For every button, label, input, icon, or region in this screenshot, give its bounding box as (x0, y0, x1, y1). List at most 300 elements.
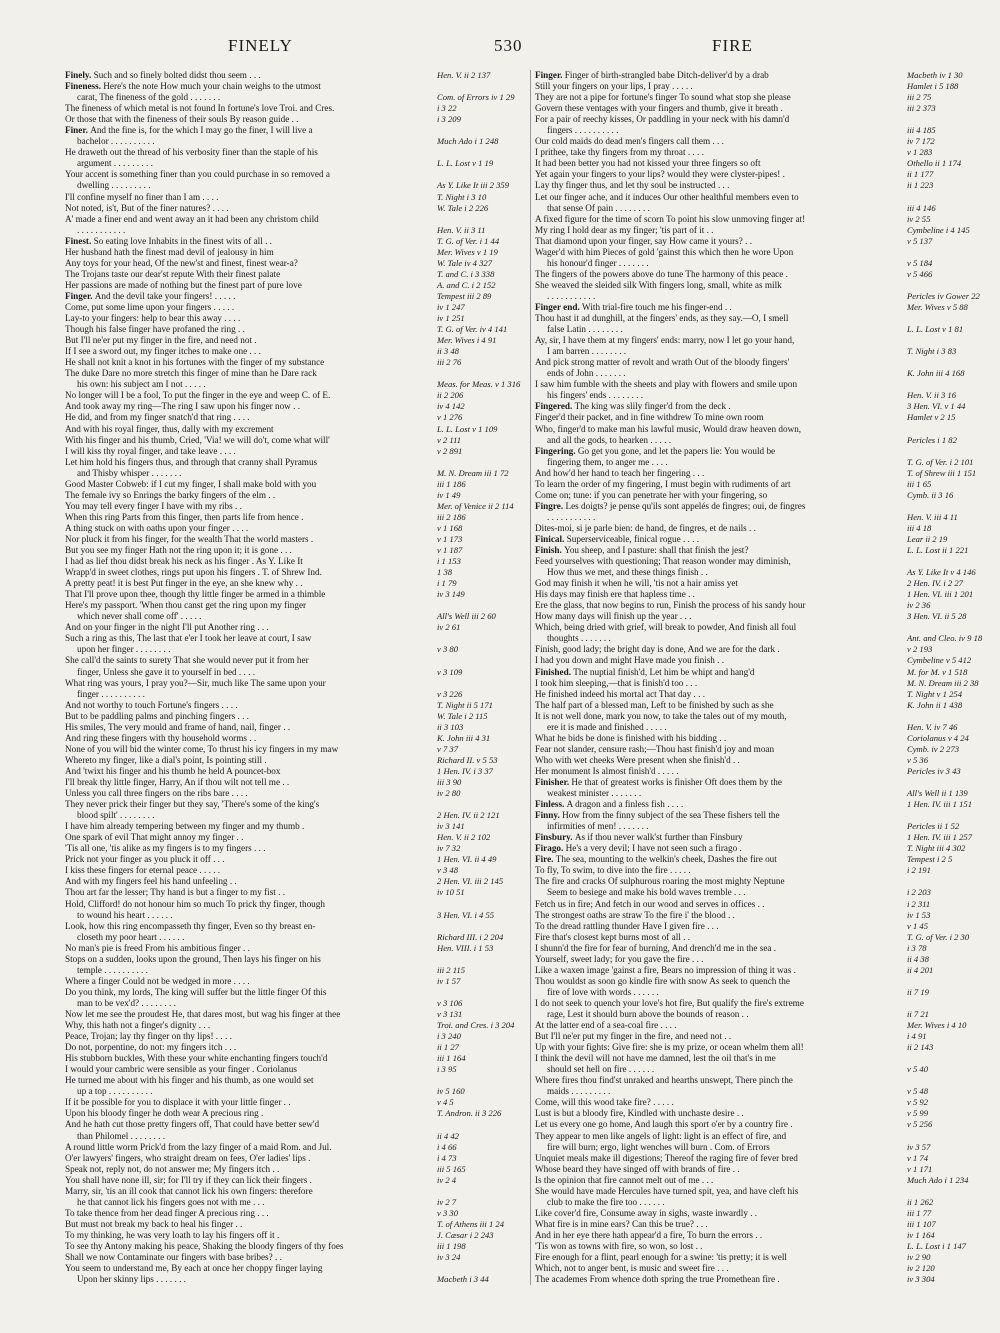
play-reference: Mer. Wives i 4 91 (437, 335, 497, 346)
quotation-text: I'll confine myself no finer than I am . . . . (65, 191, 219, 202)
concordance-line (535, 611, 973, 622)
quotation-text: 'Tis won as towns with fire, so won, so lost . . (535, 1240, 703, 1251)
concordance-line (535, 755, 973, 766)
quotation-text: And ring these fingers with thy household worms . . (65, 732, 257, 743)
concordance-line (535, 689, 973, 700)
concordance-line (65, 899, 503, 910)
quotation-text: and Thisby whisper . . . . . . . (77, 467, 182, 478)
concordance-line (535, 667, 973, 678)
play-reference: iv 3 149 (437, 589, 465, 600)
play-reference: T. and C. i 3 338 (437, 268, 495, 279)
concordance-line (535, 766, 973, 777)
play-reference: Much Ado i 1 248 (437, 136, 499, 147)
quotation-text: I shunn'd the fire for fear of burning, And drench'd me in the sea . (535, 942, 777, 953)
quotation-text: Fear not slander, censure rash;—Thou hast finish'd joy and moan (535, 743, 775, 754)
play-reference: iv 2 90 (907, 1252, 931, 1263)
play-reference: 1 Hen. IV. iii 1 257 (907, 832, 973, 843)
concordance-line (65, 1219, 503, 1230)
quotation-text: That diamond upon your finger, say How came it yours? . . (535, 235, 753, 246)
concordance-line (65, 611, 503, 622)
concordance-line (535, 1009, 973, 1020)
play-reference: Hen. V. ii 2 102 (437, 832, 491, 843)
play-reference: Hen. VIII. i 1 53 (437, 942, 494, 953)
concordance-line (535, 976, 973, 987)
quotation-text: And pick strong matter of revolt and wrath Out of the bloody fingers' (535, 357, 790, 368)
quotation-text: It had been better you had not kissed your three fingers so oft (535, 158, 761, 169)
play-reference: iv 10 51 (437, 887, 465, 898)
quotation-text: dwelling . . . . . . . . . (77, 180, 151, 191)
quotation-text: To see thy Antony making his peace, Shaking the bloody fingers of thy foes (65, 1240, 344, 1251)
play-reference: v 1 283 (907, 147, 933, 158)
concordance-line (65, 401, 503, 412)
play-reference: iv 2 120 (907, 1263, 935, 1274)
concordance-line (535, 622, 973, 633)
concordance-line (65, 335, 503, 346)
play-reference: v 1 171 (907, 1163, 933, 1174)
quotation-text: upon her finger . . . . . . . . (77, 644, 171, 655)
concordance-line (65, 722, 503, 733)
play-reference: iv 1 49 (437, 489, 461, 500)
quotation-text: But must not break my back to heal his finger . . (65, 1218, 243, 1229)
quotation-text: his fingers' ends . . . . . . . . (547, 390, 644, 401)
quotation-text: The female ivy so Enrings the barky fingers of the elm . . (65, 489, 276, 500)
play-reference: i 2 203 (907, 887, 931, 898)
concordance-line (535, 158, 973, 169)
concordance-line (535, 479, 973, 490)
quotation-text: They are not a pipe for fortune's finger To sound what stop she please (535, 92, 791, 103)
concordance-line (535, 136, 973, 147)
concordance-line (535, 379, 973, 390)
play-reference: L. L. Lost v 1 81 (907, 324, 964, 335)
quotation-text: Where a finger Could not be wedged in more . . . . (65, 975, 250, 986)
play-reference: T. Andron. ii 3 226 (437, 1108, 502, 1119)
quotation-text: Nor pluck it from his finger, for the wealth That the world masters . (65, 533, 314, 544)
quotation-text: man to be vex'd? . . . . . . . . (77, 997, 176, 1008)
play-reference: iv 1 53 (907, 909, 931, 920)
quotation-text: And in her eye there hath appear'd a fire, To burn the errors . . (535, 1229, 763, 1240)
play-reference: i 1 153 (437, 556, 461, 567)
quotation-text: They appear to men like angels of light: light is an effect of fire, and (535, 1130, 787, 1141)
quotation-text: fingering them, to anger me . . . . (547, 456, 668, 467)
quotation-text: closeth my poor heart . . . . . . (77, 931, 185, 942)
quotation-text: Unquiet meals make ill digestions; Thereof the raging fire of fever bred (535, 1152, 798, 1163)
concordance-line (535, 258, 973, 269)
quotation-text: Let our finger ache, and it induces Our other healthful members even to (535, 191, 799, 202)
play-reference: iii 2 373 (907, 103, 936, 114)
quotation-text: Dites-moi, si je parle bien: de hand, de fingres, et de nails . . (535, 522, 756, 533)
play-reference: iii 3 90 (437, 777, 462, 787)
quotation-text: To my thinking, he was very loath to lay his fingers off it . (65, 1229, 280, 1240)
concordance-line (65, 678, 503, 689)
concordance-line (535, 203, 973, 214)
play-reference: iv 1 251 (437, 313, 465, 324)
play-reference: v 1 45 (907, 920, 929, 931)
concordance-line (535, 435, 973, 446)
quotation-text: argument . . . . . . . . . (77, 158, 153, 169)
concordance-line (65, 512, 503, 523)
concordance-line (65, 578, 503, 589)
concordance-line (535, 744, 973, 755)
concordance-line (65, 832, 503, 843)
concordance-line (65, 446, 503, 457)
play-reference: A. and C. i 2 152 (437, 279, 496, 290)
concordance-line (535, 534, 973, 545)
concordance-line (535, 92, 973, 103)
play-reference: iv 3 24 (437, 1252, 461, 1263)
concordance-line (65, 192, 503, 203)
play-reference: iii 5 165 (437, 1163, 466, 1174)
quotation-text: Finless. A dragon and a finless fish . . . . (535, 799, 684, 810)
quotation-text: Finger. And the devil take your fingers! . . . . . (65, 290, 236, 301)
quotation-text: She call'd the saints to surety That she would never put it from her (65, 655, 309, 666)
play-reference: v 1 187 (437, 545, 463, 556)
concordance-line (65, 567, 503, 578)
concordance-line (65, 280, 503, 291)
play-reference: 2 Hen. IV. i 2 27 (907, 578, 963, 589)
concordance-line (535, 655, 973, 666)
concordance-line (65, 534, 503, 545)
quotation-text: Fire that's closest kept burns most of all . . (535, 931, 691, 942)
play-reference: v 3 131 (437, 1008, 463, 1019)
play-reference: v 3 30 (437, 1207, 459, 1218)
concordance-line (535, 578, 973, 589)
quotation-text: But I'll ne'er put my finger in the fire, and need not . (65, 335, 257, 346)
play-reference: iv 2 80 (437, 788, 461, 799)
concordance-line (535, 1119, 973, 1130)
concordance-line (535, 313, 973, 324)
concordance-line (65, 81, 503, 92)
play-reference: As Y. Like It v 4 146 (907, 567, 976, 578)
play-reference: Hen. V. ii 2 137 (437, 70, 491, 80)
concordance-line (65, 655, 503, 666)
concordance-line (535, 843, 973, 854)
quotation-text: Unless you call three fingers on the ribs bare . . . . (65, 788, 248, 799)
play-reference: iv 1 57 (437, 975, 461, 986)
concordance-line (65, 269, 503, 280)
concordance-line (535, 490, 973, 501)
concordance-line (65, 589, 503, 600)
concordance-line (65, 103, 503, 114)
concordance-line (535, 424, 973, 435)
concordance-line (65, 788, 503, 799)
concordance-line (65, 390, 503, 401)
play-reference: T. Night ii 5 171 (437, 699, 493, 710)
quotation-text: ere it is made and finished . . . . . (547, 721, 667, 732)
quotation-text: The fineness of which metal is not found In fortune's love Troi. and Cres. (65, 103, 335, 114)
concordance-line (535, 921, 973, 932)
play-reference: v 5 36 (907, 754, 929, 765)
concordance-line (65, 324, 508, 335)
concordance-line (535, 1053, 973, 1064)
quotation-text: If it be possible for you to displace it with your little finger . . (65, 1097, 291, 1108)
right-guide-word: FIRE (712, 36, 753, 55)
play-reference: v 5 99 (907, 1108, 929, 1119)
play-reference: T. of Shrew iii 1 151 (907, 467, 977, 478)
play-reference: Hen. V. ii 3 11 (437, 224, 486, 235)
play-reference: As Y. Like It iii 2 359 (437, 180, 510, 191)
quotation-text: At the latter end of a sea-coal fire . . . . (535, 1020, 677, 1031)
quotation-text: What ring was yours, I pray you?—Sir, much like The same upon your (65, 677, 326, 688)
quotation-text: Who with wet cheeks Were present when she finish'd . . (535, 754, 740, 765)
quotation-text: Thou art far the lesser; Thy hand is but a finger to my fist . . (65, 887, 286, 898)
quotation-text: Feed yourselves with questioning; That reason wonder may diminish, (535, 556, 791, 567)
concordance-line (65, 865, 503, 876)
quotation-text: How many days will finish up the year . . . (535, 611, 692, 622)
quotation-text: Like cover'd fire, Consume away in sighs, waste inwardly . . (535, 1207, 758, 1218)
quotation-text: false Latin . . . . . . . . (547, 324, 623, 335)
quotation-text: should set hell on fire . . . . . . (547, 1064, 655, 1075)
quotation-text: It is not well done, mark you now, to take the tales out of my mouth, (535, 710, 787, 721)
quotation-text: Finsbury. As if thou never walk'st further than Finsbury (535, 832, 743, 843)
quotation-text: Look, how this ring encompasseth thy finger, Even so thy breast en- (65, 920, 316, 931)
play-reference: W. Tale i 2 226 (437, 202, 489, 213)
quotation-text: Ay, sir, I have them at my fingers' ends: marry, now I let go your hand, (535, 335, 795, 346)
play-reference: v 3 106 (437, 997, 463, 1008)
concordance-line (535, 114, 973, 125)
quotation-text: weakest minister . . . . . . . (547, 788, 642, 799)
concordance-line (535, 545, 973, 556)
concordance-line (535, 556, 973, 567)
concordance-line (535, 512, 973, 523)
quotation-text: Finger end. With trial-fire touch me his finger-end . . (535, 301, 732, 312)
play-reference: iv 2 36 (907, 600, 931, 611)
concordance-line (65, 1252, 503, 1263)
play-reference: Coriolanus v 4 24 (907, 732, 969, 743)
quotation-text: blood spilt' . . . . . . . . (77, 810, 155, 821)
concordance-line (65, 236, 503, 247)
quotation-text: Here's my passport. 'When thou canst get the ring upon my finger (65, 600, 307, 611)
play-reference: i 3 95 (437, 1064, 457, 1075)
concordance-line (535, 501, 973, 512)
play-reference: ii 7 21 (907, 1008, 929, 1019)
concordance-line (65, 214, 503, 225)
concordance-line (65, 965, 503, 976)
quotation-text: But you see my finger Hath not the ring upon it; it is gone . . . (65, 545, 292, 556)
play-reference: i 4 66 (437, 1141, 457, 1152)
play-reference: Pericles iv Gower 22 (907, 290, 980, 301)
quotation-text: I prithee, take thy fingers from my throat . . . . (535, 147, 704, 158)
concordance-line (535, 401, 973, 412)
quotation-text: And with my fingers feel his hand unfeeling . . (65, 876, 237, 887)
concordance-line (535, 1031, 973, 1042)
quotation-text: Finical. Superserviceable, finical rogue . . . . (535, 533, 700, 544)
quotation-text: Any toys for your head, Of the new'st and finest, finest wear-a? (65, 257, 298, 268)
concordance-line (65, 600, 503, 611)
play-reference: iv 2 7 (437, 1196, 457, 1207)
play-reference: v 5 48 (907, 1086, 929, 1097)
concordance-line (65, 490, 503, 501)
concordance-line (535, 1208, 973, 1219)
quotation-text: They never prick their finger but they say, 'There's some of the king's (65, 799, 320, 810)
concordance-line (535, 324, 973, 335)
play-reference: Pericles i 1 82 (907, 434, 957, 445)
play-reference: ii 1 223 (907, 180, 934, 191)
quotation-text: Which, not to anger bent, is music and sweet fire . . . (535, 1263, 729, 1274)
play-reference: All's Well iii 2 60 (437, 611, 496, 622)
concordance-line (65, 1064, 503, 1075)
page-header (0, 36, 1000, 60)
quotation-text: Whose beard they have singed off with brands of fire . . (535, 1163, 740, 1174)
play-reference: v 5 184 (907, 257, 933, 268)
quotation-text: And on your finger in the night I'll put Another ring . . . (65, 622, 269, 633)
play-reference: W. Tale iv 4 327 (437, 257, 492, 268)
play-reference: 2 Hen. VI. iii 2 145 (437, 876, 504, 887)
quotation-text: Finely. Such and so finely bolted didst thou seem . . . (65, 70, 261, 80)
play-reference: v 5 137 (907, 235, 933, 246)
concordance-line (65, 412, 503, 423)
quotation-text: that sense Of pain . . . . . . . . (547, 202, 650, 213)
quotation-text: . . . . . . . . . . . (547, 511, 596, 522)
quotation-text: rage, Lest it should burn above the bounds of reason . . (547, 1008, 749, 1019)
play-reference: K. John iii 4 31 (437, 732, 491, 743)
play-reference: v 4 5 (437, 1097, 454, 1108)
quotation-text: I had as lief thou didst break his neck as his finger . As Y. Like It (65, 556, 303, 567)
concordance-line (535, 1020, 973, 1031)
quotation-text: Come, put some lime upon your fingers . . . . . (65, 301, 235, 312)
play-reference: Macbeth i 3 44 (437, 1274, 489, 1285)
play-reference: 1 Hen. VI. iii 1 201 (907, 589, 974, 600)
quotation-text: Stops on a sudden, looks upon the ground, Then lays his finger on his (65, 953, 321, 964)
concordance-line (65, 136, 503, 147)
concordance-line (535, 81, 973, 92)
quotation-text: But to be paddling palms and pinching fingers . . . (65, 710, 249, 721)
quotation-text: Upon her skinny lips . . . . . . . (77, 1274, 186, 1285)
quotation-text: Up with your fights: Give fire: she is my prize, or ocean whelm them all! (535, 1042, 804, 1053)
play-reference: Com. of Errors iv 1 29 (437, 92, 515, 103)
concordance-line (65, 1053, 503, 1064)
play-reference: iv 5 160 (437, 1086, 465, 1097)
concordance-line (65, 368, 503, 379)
play-reference: v 3 226 (437, 688, 463, 699)
play-reference: iii 2 115 (437, 964, 466, 975)
concordance-line (535, 169, 973, 180)
quotation-text: Lay thy finger thus, and let thy soul be instructed . . . (535, 180, 730, 191)
quotation-text: thoughts . . . . . . . (547, 633, 611, 644)
play-reference: v 3 109 (437, 666, 463, 677)
concordance-line (65, 821, 503, 832)
concordance-line (65, 346, 503, 357)
concordance-line (65, 954, 503, 965)
quotation-text: Where fires thou find'st unraked and hearths unswept, There pinch the (535, 1075, 793, 1086)
quotation-text: Finer. And the fine is, for the which I may go the finer, I will live a (65, 125, 313, 136)
quotation-text: A round little worm Prick'd from the lazy finger of a maid Rom. and Jul. (65, 1141, 332, 1152)
quotation-text: Good Master Cobweb: if I cut my finger, I shall make bold with you (65, 478, 317, 489)
quotation-text: Fingering. Go get you gone, and let the papers lie: You would be (535, 445, 776, 456)
play-reference: T. Night i 3 83 (907, 346, 957, 357)
concordance-line (65, 479, 503, 490)
concordance-line (535, 346, 973, 357)
concordance-line (65, 457, 503, 468)
concordance-line (535, 1131, 973, 1142)
concordance-line (535, 1252, 973, 1263)
quotation-text: Finger'd their packet, and in fine withdrew To mine own room (535, 412, 764, 423)
quotation-text: Finest. So eating love Inhabits in the finest wits of all . . (65, 235, 272, 246)
concordance-line (535, 236, 973, 247)
concordance-line (535, 1263, 973, 1274)
quotation-text: A fixed figure for the time of scorn To point his slow unmoving finger at! (535, 213, 806, 224)
concordance-line (535, 1097, 973, 1108)
quotation-text: Upon his bloody finger he doth wear A precious ring . (65, 1108, 264, 1119)
quotation-text: Who, finger'd to make man his lawful music, Would draw heaven down, (535, 423, 802, 434)
quotation-text: And not worthy to touch Fortune's fingers . . . . (65, 699, 238, 710)
quotation-text: up a top . . . . . . . . . . (77, 1086, 153, 1097)
concordance-line (535, 1064, 973, 1075)
left-column (65, 70, 521, 1285)
concordance-line (65, 523, 503, 534)
quotation-text: The Trojans taste our dear'st repute With their finest palate (65, 268, 281, 279)
quotation-text: You shall have none ill, sir; for I'll try if they can lick their fingers . (65, 1174, 312, 1185)
concordance-line (65, 435, 503, 446)
play-reference: 2 Hen. IV. ii 2 121 (437, 810, 500, 821)
play-reference: v 1 173 (437, 533, 463, 544)
play-reference: Hen. V. ii 3 16 (907, 390, 957, 401)
play-reference: Hamlet i 5 188 (907, 81, 959, 92)
concordance-line (535, 335, 973, 346)
concordance-line (65, 1075, 503, 1086)
quotation-text: Finish. You sheep, and I pasture: shall that finish the jest? (535, 545, 749, 556)
play-reference: iv 4 142 (437, 401, 465, 412)
play-reference: v 7 37 (437, 743, 459, 754)
quotation-text: his own: his subject am I not . . . . . (77, 379, 206, 390)
play-reference: Ant. and Cleo. iv 9 18 (907, 633, 983, 644)
concordance-line (535, 103, 973, 114)
play-reference: ii 1 27 (437, 1042, 459, 1053)
quotation-text: Still your fingers on your lips, I pray . . . . . (535, 81, 693, 92)
quotation-text: He draweth out the thread of his verbosity finer than the staple of his (65, 147, 318, 158)
play-reference: v 1 168 (437, 522, 463, 533)
quotation-text: How thus we met, and these things finish . . (547, 567, 708, 578)
quotation-text: And how'd her hand to teach her fingering . . . (535, 467, 705, 478)
quotation-text: Let us every one go home, And laugh this sport o'er by a country fire . (535, 1119, 793, 1130)
concordance-line (535, 1042, 973, 1053)
play-reference: i 3 240 (437, 1031, 461, 1042)
quotation-text: A pretty peat! it is best Put finger in the eye, an she knew why . . (65, 578, 303, 589)
play-reference: M. N. Dream iii 1 72 (437, 467, 509, 478)
play-reference: Pericles iv 3 43 (907, 765, 961, 776)
concordance-line (65, 556, 503, 567)
concordance-line (535, 1153, 973, 1164)
concordance-line (535, 788, 973, 799)
concordance-line (65, 799, 503, 810)
quotation-text: He did, and from my finger snatch'd that ring . . . . (65, 412, 250, 423)
concordance-line (535, 854, 973, 865)
quotation-text: Like a waxen image 'gainst a fire, Bears no impression of thing it was . (535, 964, 796, 975)
quotation-text: 'Tis all one, 'tis alike as my fingers is to my fingers . . . (65, 843, 266, 854)
quotation-text: But I'll ne'er put my finger in the fire, and need not . . (535, 1031, 732, 1042)
play-reference: Hen. V. iii 4 11 (907, 511, 958, 522)
play-reference: Pericles ii 1 52 (907, 821, 960, 832)
play-reference: Cymbeline i 4 145 (907, 224, 970, 235)
concordance-line (535, 457, 973, 468)
play-reference: ii 2 143 (907, 1042, 934, 1053)
quotation-text: Which, being dried with grief, will break to powder, And finish all foul (535, 622, 797, 633)
concordance-line (65, 711, 503, 722)
play-reference: Hamlet v 2 15 (907, 412, 956, 423)
quotation-text: Finish, good lady; the bright day is done, And we are for the dark . (535, 644, 780, 655)
quotation-text: To fly, To swim, to dive into the fire . . . . . (535, 865, 691, 876)
left-guide-word: FINELY (228, 36, 293, 55)
concordance-line (65, 1197, 503, 1208)
quotation-text: finger . . . . . . . . . . (77, 688, 145, 699)
play-reference: v 5 256 (907, 1119, 933, 1130)
play-reference: ii 4 38 (907, 953, 929, 964)
play-reference: Mer. Wives v 1 19 (437, 246, 498, 257)
concordance-line (535, 1075, 973, 1086)
quotation-text: Our cold maids do dead men's fingers call them . . . (535, 136, 724, 147)
quotation-text: Firago. He's a very devil; I have not seen such a firago . (535, 843, 742, 854)
concordance-line (535, 965, 973, 976)
play-reference: iii 1 77 (907, 1207, 932, 1218)
